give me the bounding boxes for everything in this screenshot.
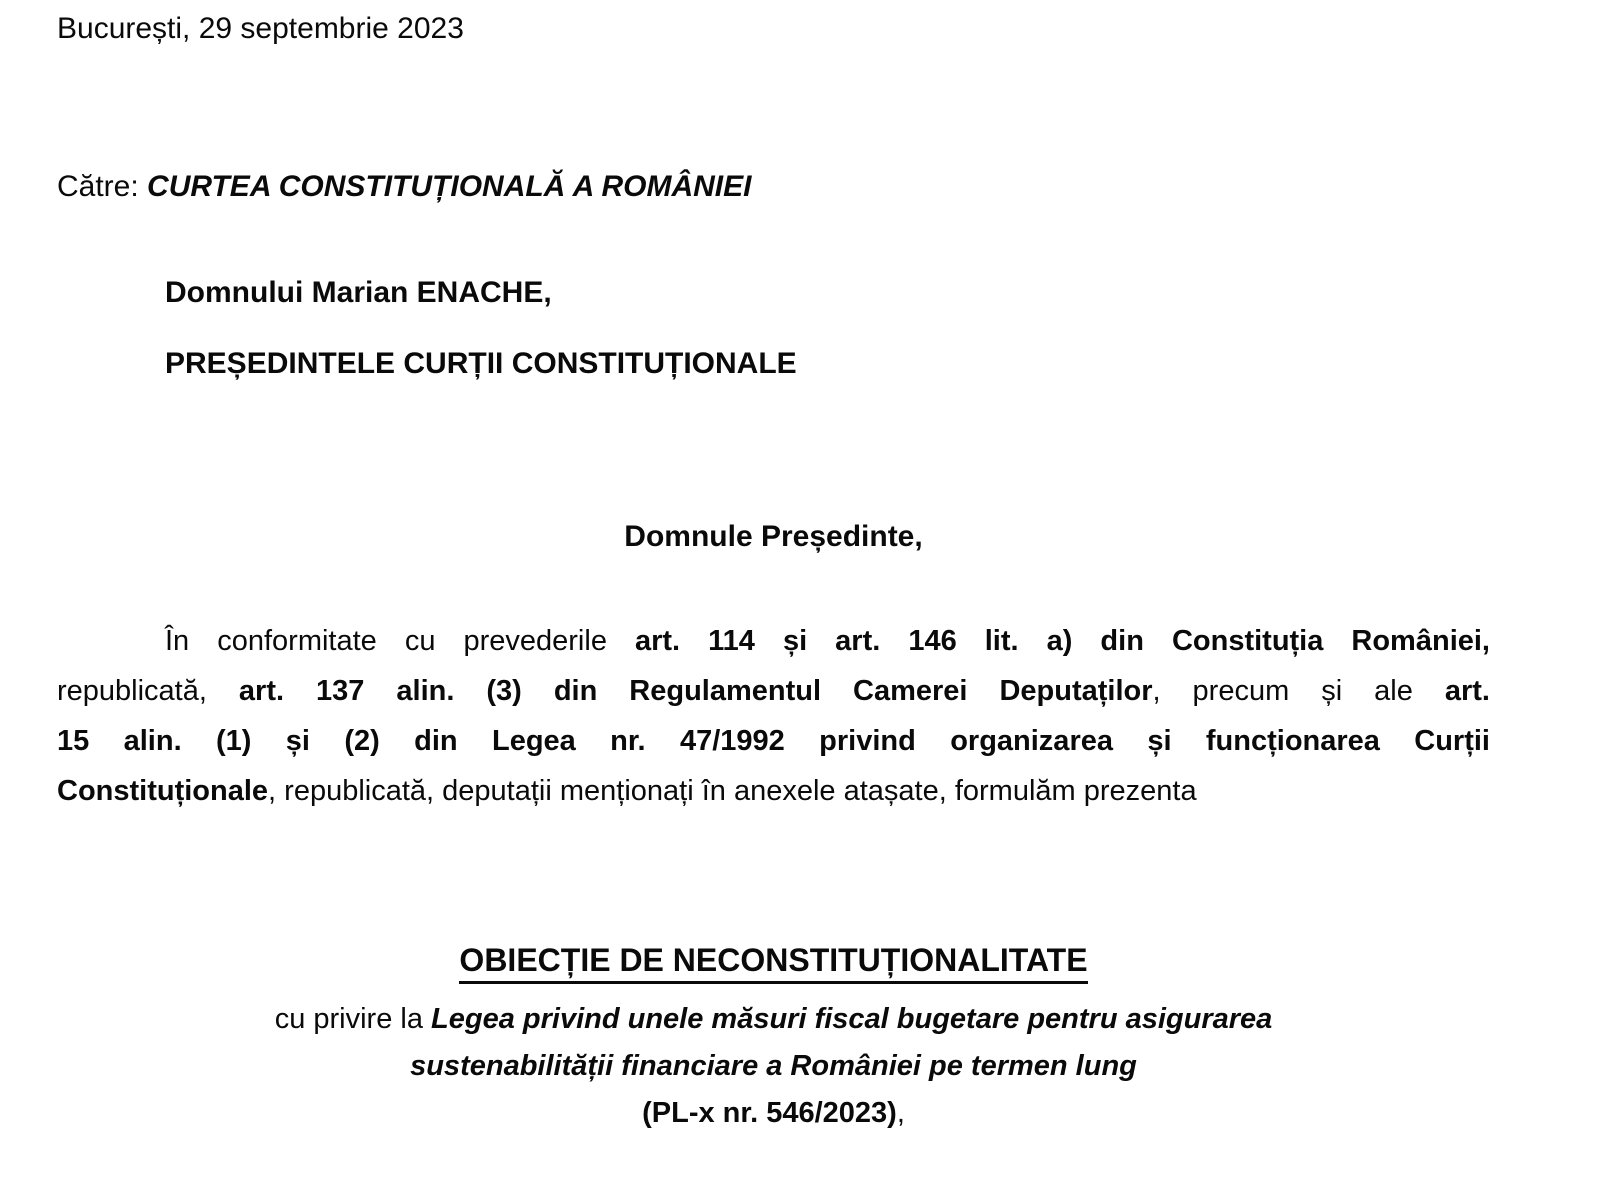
law-title-line-2: sustenabilității financiare a României pe termen lung bbox=[410, 1050, 1137, 1082]
objection-heading-text: OBIECȚIE DE NECONSTITUȚIONALITATE bbox=[459, 942, 1087, 984]
addressee-name: CURTEA CONSTITUȚIONALĂ A ROMÂNIEI bbox=[147, 170, 752, 203]
paragraph-run-regular: republicată, bbox=[57, 675, 239, 707]
paragraph-line-2 bbox=[57, 666, 1490, 716]
paragraph-run-regular: În conformitate cu prevederile bbox=[165, 625, 635, 657]
salutation: Domnule Președinte, bbox=[624, 520, 923, 553]
paragraph-line-3: 15 alin. (1) și (2) din Legea nr. 47/1992 privind organizarea și funcționarea Curții bbox=[57, 725, 1490, 757]
law-prefix: cu privire la bbox=[274, 1003, 432, 1035]
paragraph-run-regular: , republicată, deputații menționați în anexele atașate, formulăm prezenta bbox=[268, 775, 1197, 807]
paragraph-line-4 bbox=[57, 766, 1490, 816]
law-title-text-1: Legea privind unele măsuri fiscal bugetare pentru asigurarea bbox=[431, 1003, 1273, 1035]
paragraph-run-bold: art. 114 și art. 146 lit. a) din Constituția României, bbox=[634, 625, 1490, 657]
law-reference-suffix: , bbox=[896, 1097, 905, 1129]
addressee-line bbox=[57, 170, 751, 205]
law-title-line-1 bbox=[57, 1003, 1490, 1036]
paragraph-line-1 bbox=[57, 616, 1490, 666]
recipient-title: PREȘEDINTELE CURȚII CONSTITUȚIONALE bbox=[165, 347, 797, 380]
law-reference bbox=[57, 1097, 1490, 1130]
dateline: București, 29 septembrie 2023 bbox=[57, 12, 464, 45]
objection-heading bbox=[57, 942, 1490, 979]
paragraph-run-bold: art. 137 alin. (3) din Regulamentul Camerei Deputaților bbox=[238, 675, 1153, 707]
paragraph-run-bold: art. bbox=[1444, 675, 1490, 707]
body-paragraph bbox=[57, 616, 1490, 816]
law-reference-number: (PL-x nr. 546/2023) bbox=[642, 1097, 897, 1129]
addressee-prefix: Către: bbox=[57, 170, 148, 203]
paragraph-run-regular: , precum și ale bbox=[1152, 675, 1445, 707]
paragraph-run-bold: Constituționale bbox=[57, 775, 269, 807]
recipient-name: Domnului Marian ENACHE, bbox=[165, 276, 552, 309]
